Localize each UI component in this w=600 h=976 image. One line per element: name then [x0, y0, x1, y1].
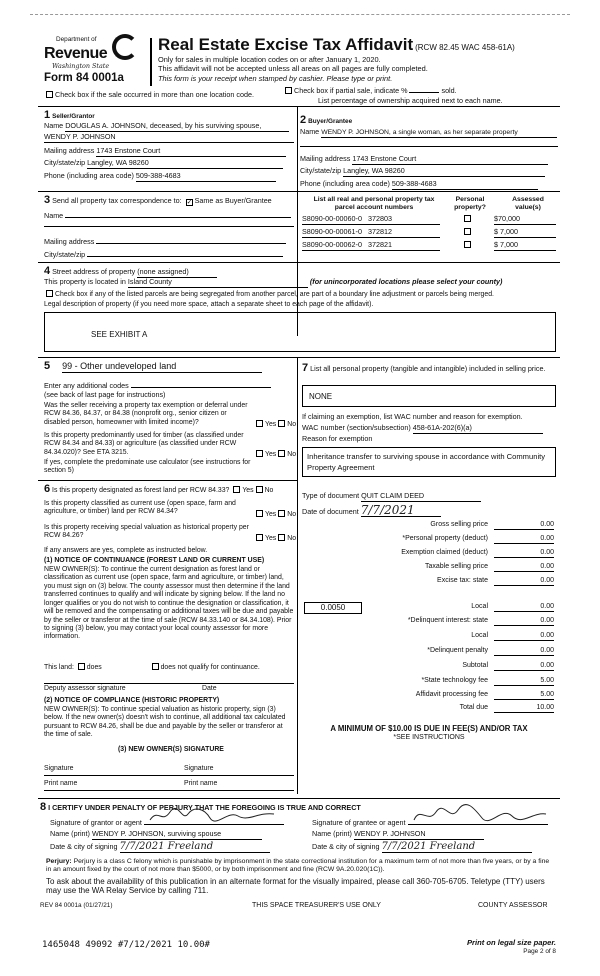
land-use-select[interactable]	[62, 361, 262, 373]
amount-label: *Delinquent interest: state	[407, 617, 488, 624]
codes-label: Enter any additional codes	[44, 381, 129, 390]
amount-value[interactable]: 0.00	[494, 662, 554, 671]
sec3-mail-label: Mailing address	[44, 237, 95, 246]
see-instructions: *SEE INSTRUCTIONS	[393, 734, 465, 741]
doc-type-value: QUIT CLAIM DEED	[361, 491, 425, 500]
multi-location-checkbox[interactable]	[46, 91, 53, 98]
buyer-phone-value: 509-388-4683	[391, 179, 437, 188]
q2-yesno	[254, 450, 296, 459]
sec3-mail-field[interactable]	[96, 236, 286, 244]
legal-desc-field[interactable]	[44, 312, 556, 352]
assessed-value: $ 7,000	[494, 227, 518, 236]
seller-city-label: City/state/zip	[44, 158, 86, 167]
grantee-date-value: 7/7/2021 Freeland	[381, 841, 476, 852]
grantee-name-row	[312, 830, 562, 840]
current-use-yes-checkbox[interactable]	[256, 510, 263, 517]
sec3-city-field[interactable]	[87, 249, 283, 257]
amount-row	[302, 563, 554, 574]
amount-row	[302, 662, 554, 673]
assessed-field[interactable]	[494, 241, 556, 251]
amount-value[interactable]: 5.00	[494, 677, 554, 686]
assessed-header: Assessed value(s)	[512, 196, 544, 212]
does-label: does	[86, 664, 102, 671]
sec3-text: Send all property tax correspondence to:	[52, 196, 182, 205]
certify-row: 8 I CERTIFY UNDER PENALTY OF PERJURY THAT THE FOREGOING IS TRUE AND CORRECT	[40, 801, 361, 813]
historic-no-checkbox[interactable]	[278, 534, 285, 541]
local-tax-row	[302, 603, 554, 614]
forest-yes-checkbox[interactable]	[233, 486, 240, 493]
new-owner-sig-heading: (3) NEW OWNER(S) SIGNATURE	[118, 746, 224, 753]
buyer-mail-label: Mailing address	[300, 154, 351, 163]
amount-row	[302, 691, 554, 702]
amount-value[interactable]: 5.00	[494, 691, 554, 700]
buyer-city-field[interactable]	[343, 167, 545, 177]
seller-phone-label: Phone (including area code)	[44, 171, 134, 180]
personal-property-field[interactable]	[302, 385, 556, 407]
parcel-acct: 372803	[367, 214, 392, 223]
parcel-num: S8090-00-00061-0	[302, 227, 362, 236]
does-checkbox[interactable]	[78, 663, 85, 670]
codes-field[interactable]	[131, 381, 271, 388]
multi-location-row	[44, 91, 254, 100]
partial-sale-row	[283, 87, 457, 96]
no-label: No	[287, 451, 297, 458]
buyer-mail-value: 1743 Enstone Court	[352, 154, 417, 163]
q1-yes-checkbox[interactable]	[256, 420, 263, 427]
note-2: This affidavit will not be accepted unless all areas on all pages are fully completed.	[158, 64, 428, 74]
cashier-stamp: 1465048 49092 #7/12/2021 10.00#	[42, 940, 210, 950]
wac-value: 458-61A-202(6)(a)	[412, 423, 472, 432]
partial-sale-label: Check box if partial sale, indicate %	[294, 86, 408, 95]
buyer-section: 2 Buyer/Grantee	[300, 114, 353, 126]
yes-label: Yes	[265, 535, 277, 542]
grantee-name-label: Name (print)	[312, 829, 352, 838]
sig-label-2: Signature	[184, 765, 214, 772]
does-not-label: does not qualify for continuance.	[160, 664, 260, 671]
legal-desc-value: SEE EXHIBIT A	[91, 330, 148, 339]
wac-field[interactable]	[413, 424, 543, 434]
amount-value[interactable]: 0.00	[494, 521, 554, 530]
doc-type-row	[302, 492, 556, 502]
calculator-note: If yes, complete the predominate use calculator (see instructions for section 5)	[44, 459, 251, 475]
amount-value[interactable]: 0.00	[494, 535, 554, 544]
sec3-city-row	[44, 249, 294, 260]
sec3-city-label: City/state/zip	[44, 250, 86, 259]
amount-value[interactable]: 10.00	[494, 704, 554, 713]
sec7-text: 7 List all personal property (tangible and intangible) included in selling price.	[302, 362, 546, 374]
note-3: This form is your receipt when stamped by cashier. Please type or print.	[158, 73, 393, 83]
amount-value[interactable]: 0.00	[494, 563, 554, 572]
amount-row	[302, 677, 554, 688]
sig-label-1: Signature	[44, 765, 74, 772]
grantee-signature-field[interactable]	[408, 816, 548, 825]
sec6-q1-row: 6 Is this property designated as forest land per RCW 84.33? Yes No	[44, 483, 274, 495]
buyer-name-row	[300, 128, 558, 138]
sold-label: sold.	[441, 86, 457, 95]
seller-phone-field[interactable]	[136, 172, 276, 182]
buyer-phone-field[interactable]	[392, 180, 538, 190]
alt-format-notice: To ask about the availability of this publication in an alternate format for the visually impaired, please call 360-705-6705. Teletype (TTY) users may use the WA Relay Service by calling 711.	[46, 877, 545, 896]
current-use-no-checkbox[interactable]	[278, 510, 285, 517]
amount-row	[302, 521, 554, 532]
amount-value[interactable]: 0.00	[494, 632, 554, 641]
perjury-label: Perjury:	[46, 858, 72, 865]
personal-checkbox[interactable]	[464, 228, 471, 235]
scan-artifact	[30, 14, 570, 15]
historic-yes-checkbox[interactable]	[256, 534, 263, 541]
sec4-street-row: 4 Street address of property (none assigned)	[44, 265, 544, 278]
grantor-date-row	[50, 842, 300, 853]
sec3-name-field[interactable]	[65, 210, 291, 218]
does-not-checkbox[interactable]	[152, 663, 159, 670]
seller-name-line2: WENDY P. JOHNSON	[44, 132, 116, 141]
deputy-date-label: Date	[202, 685, 217, 692]
local-tax-value[interactable]: 0.00	[494, 603, 554, 612]
q1-yesno	[254, 420, 296, 429]
page-number: Page 2 of 8	[523, 948, 556, 955]
multi-location-label: Check box if the sale occurred in more than one location code.	[55, 90, 254, 99]
same-as-buyer-checkbox[interactable]	[186, 199, 193, 206]
grantee-sig-row	[312, 816, 562, 828]
buyer-city-row	[300, 167, 558, 177]
buyer-phone-row	[300, 180, 558, 190]
grantee-date-label: Date & city of signing	[312, 842, 380, 851]
q2-no-checkbox[interactable]	[278, 450, 285, 457]
current-use-question: Is this property classified as current use (open space, farm and agriculture, or timber) land per RCW 84.34?	[44, 500, 236, 516]
doc-date-field[interactable]	[361, 504, 441, 517]
print-label-2: Print name	[184, 780, 218, 787]
wac-label: WAC number (section/subsection)	[302, 423, 411, 432]
amount-label: Subtotal	[462, 662, 488, 669]
exemption-question: Was the seller receiving a property tax exemption or deferral under RCW 84.36, 84.37, or 84.38 (nonprofit org., senior citizen or disabled person, homeowner with limited income)?	[44, 402, 248, 426]
grantor-sig-row	[50, 816, 300, 828]
partial-pct-field[interactable]	[409, 92, 439, 93]
parcel-number-field[interactable]	[302, 241, 440, 251]
revision-code: REV 84 0001a (01/27/21)	[40, 902, 113, 909]
forest-no-checkbox[interactable]	[256, 486, 263, 493]
codes-note: (see back of last page for instructions)	[44, 390, 166, 399]
title: Real Estate Excise Tax Affidavit	[158, 35, 414, 54]
seller-phone-value: 509-388-4683	[135, 171, 181, 180]
amount-label: Local	[471, 632, 488, 639]
q6c-yesno	[254, 534, 296, 543]
seller-name-label: Name	[44, 121, 64, 130]
timber-question: Is this property predominantly used for timber (as classified under RCW 84.34 and 84.33) or agriculture (as classified under RCW 84.34.020)? See ETA 3215.	[44, 432, 244, 456]
buyer-name-value: WENDY P. JOHNSON, a single woman, as her separate property	[321, 129, 518, 136]
wac-row	[302, 424, 556, 434]
grantor-date-field[interactable]	[120, 842, 270, 853]
grantee-date-row	[312, 842, 562, 853]
amount-label: Affidavit processing fee	[415, 691, 488, 698]
no-label: No	[287, 511, 297, 518]
rcw-ref: (RCW 82.45 WAC 458-61A)	[415, 43, 515, 52]
street-value: (none assigned)	[137, 267, 189, 276]
doc-date-label: Date of document	[302, 507, 359, 516]
grantor-name-field[interactable]	[92, 830, 262, 840]
yes-label: Yes	[265, 451, 277, 458]
seller-heading: Seller/Grantor	[52, 113, 95, 120]
dor-logo	[44, 36, 144, 71]
perjury-text: Perjury is a class C felony which is punishable by imprisonment in the state correctional institution for a maximum term of not more than five years, or by a fine in an amount fixed by the court of not more than $5000, or by both imprisonment and fine (RCW 9A.20.020(1C)).	[46, 858, 550, 874]
seller-city-field[interactable]	[87, 159, 283, 169]
sec3-row: 3 Send all property tax correspondence to: ✓ Same as Buyer/Grantee	[44, 194, 296, 207]
parcel-list	[302, 215, 558, 254]
grantee-date-field[interactable]	[382, 842, 532, 853]
amount-value[interactable]: 0.00	[494, 617, 554, 626]
grantee-name-value: WENDY P. JOHNSON	[353, 829, 426, 838]
personal-header: Personal property?	[454, 196, 486, 212]
seller-city-row	[44, 159, 294, 169]
amount-label: *Personal property (deduct)	[402, 535, 488, 542]
amount-label: Total due	[459, 704, 488, 711]
assessed-field[interactable]	[494, 228, 556, 238]
grantee-name-field[interactable]	[354, 830, 484, 840]
segregated-row	[44, 290, 560, 299]
percentage-note: List percentage of ownership acquired next to each name.	[318, 96, 503, 105]
form-number: Form 84 0001a	[44, 72, 124, 84]
form-title	[158, 35, 558, 55]
grantor-date-value: 7/7/2021 Freeland	[119, 841, 214, 852]
perjury-notice	[46, 858, 556, 875]
treasurer-use: THIS SPACE TREASURER'S USE ONLY	[252, 902, 381, 909]
county-note: (for unincorporated locations please select your county)	[309, 277, 503, 286]
amount-label: Taxable selling price	[424, 563, 488, 570]
personal-checkbox[interactable]	[464, 241, 471, 248]
seller-mail-row	[44, 147, 294, 157]
assessed-value: $ 7,000	[494, 240, 518, 249]
parcel-acct: 372812	[367, 227, 392, 236]
amount-row	[302, 647, 554, 658]
buyer-phone-label: Phone (including area code)	[300, 179, 390, 188]
dor-swirl-icon	[112, 34, 138, 60]
seller-section: 1 Seller/Grantor	[44, 109, 95, 121]
note-1: Only for sales in multiple location codes on or after January 1, 2020.	[158, 55, 381, 64]
legal-paper-note: Print on legal size paper.	[466, 938, 556, 947]
segregated-label: Check box if any of the listed parcels are being segregated from another parcel, are part of a boundary line adjustment or parcels being merged.	[55, 291, 494, 298]
seller-mail-label: Mailing address	[44, 146, 95, 155]
grantor-name-label: Name (print)	[50, 829, 90, 838]
sec3-name-row	[44, 210, 294, 221]
reason-field[interactable]	[302, 447, 556, 477]
this-land-label: This land:	[44, 664, 74, 671]
grantor-signature-scribble	[148, 806, 278, 826]
doc-date-value: 7/7/2021	[360, 503, 415, 517]
street-label: Street address of property	[52, 267, 136, 276]
seller-name-row	[44, 122, 294, 132]
amount-value[interactable]: 0.00	[494, 577, 554, 586]
parcel-num: S8090-00-00060-0	[302, 214, 362, 223]
assessed-field[interactable]	[494, 215, 556, 225]
amount-row	[302, 632, 554, 643]
exemption-instruction: If claiming an exemption, list WAC number and reason for exemption.	[302, 412, 523, 421]
grantor-date-label: Date & city of signing	[50, 842, 118, 851]
seller-city-value: Langley, WA 98260	[87, 158, 149, 167]
buyer-heading: Buyer/Grantee	[308, 118, 353, 125]
amount-label: *Delinquent penalty	[427, 647, 488, 654]
revenue-wordmark: Revenue	[44, 44, 108, 62]
amount-value[interactable]: 0.00	[494, 549, 554, 558]
sec6-instruction: If any answers are yes, complete as instructed below.	[44, 547, 208, 554]
assessed-value: $70,000	[494, 214, 520, 223]
grantor-name-value: WENDY P. JOHNSON, surviving spouse	[91, 829, 222, 838]
reason-value: Inheritance transfer to surviving spouse in accordance with Community Property Agreement	[307, 452, 546, 472]
certify-text: I CERTIFY UNDER PENALTY OF PERJURY THAT THE FOREGOING IS TRUE AND CORRECT	[48, 803, 361, 812]
amount-row	[302, 535, 554, 546]
parcel-number-field[interactable]	[302, 228, 440, 238]
partial-sale-checkbox[interactable]	[285, 87, 292, 94]
sec3-name-label: Name	[44, 211, 64, 220]
buyer-city-label: City/state/zip	[300, 166, 342, 175]
county-assessor: COUNTY ASSESSOR	[478, 902, 548, 909]
grantee-signature-scribble	[412, 804, 548, 826]
parcel-header: List all real and personal property tax parcel account numbers	[313, 196, 435, 212]
land-use-value: 99 - Other undeveloped land	[62, 361, 177, 371]
doc-type-label: Type of document	[302, 491, 360, 500]
amount-label: Gross selling price	[430, 521, 488, 528]
amount-label: Excise tax: state	[437, 577, 488, 584]
parcel-number-field[interactable]	[302, 215, 440, 225]
yes-label: Yes	[265, 511, 277, 518]
parcel-row	[302, 241, 558, 254]
buyer-name-field[interactable]	[321, 129, 557, 138]
seller-name-field[interactable]	[65, 122, 289, 132]
sec4-county-row	[44, 278, 554, 288]
yes-label: Yes	[265, 421, 277, 428]
county-select[interactable]	[128, 278, 308, 288]
amount-label: *State technology fee	[421, 677, 488, 684]
located-label: This property is located in	[44, 277, 126, 286]
q1-no-checkbox[interactable]	[278, 420, 285, 427]
notice-compliance-text: NEW OWNER(S): To continue special valuation as historic property, sign (3) below. If the new owner(s) doesn't wish to continue, all additional tax calculated pursuant to RCW 84.26, shall be due and payable by the seller or transferor at the time of sale.	[44, 706, 286, 739]
amount-label: Exemption claimed (deduct)	[401, 549, 488, 556]
grantor-signature-field[interactable]	[144, 816, 284, 825]
segregated-checkbox[interactable]	[46, 290, 53, 297]
no-label: No	[287, 535, 297, 542]
doc-type-field[interactable]	[361, 492, 481, 502]
buyer-city-value: Langley, WA 98260	[343, 166, 405, 175]
seller-phone-row	[44, 172, 294, 182]
personal-checkbox[interactable]	[464, 215, 471, 222]
parcel-acct: 372821	[367, 240, 392, 249]
seller-name-line1: DOUGLAS A. JOHNSON, deceased, by his surviving spouse,	[65, 121, 262, 130]
amount-row	[302, 577, 554, 588]
state-name: Washington State	[52, 61, 110, 70]
yes-label: Yes	[242, 487, 254, 494]
no-label: No	[287, 421, 297, 428]
buyer-mail-field[interactable]	[352, 155, 548, 165]
local-tax-label: Local	[471, 603, 488, 610]
print-label-1: Print name	[44, 780, 78, 787]
buyer-name-label: Name	[300, 127, 320, 136]
personal-property-text: List all personal property (tangible and intangible) included in selling price.	[310, 364, 546, 373]
header-notes	[158, 55, 428, 83]
grantor-name-row	[50, 830, 300, 840]
q2-yes-checkbox[interactable]	[256, 450, 263, 457]
legal-desc-label: Legal description of property (if you need more space, attach a separate sheet to each page of the affidavit).	[44, 301, 374, 308]
sec5-landuse-row: 5 99 - Other undeveloped land	[44, 360, 294, 373]
notice-continuance-heading: (1) NOTICE OF CONTINUANCE (FOREST LAND OR CURRENT USE)	[44, 557, 265, 564]
sec3-mail-row	[44, 236, 294, 247]
seller-name-field-2[interactable]	[44, 133, 294, 143]
this-land-row	[44, 663, 294, 672]
amount-row	[302, 549, 554, 560]
amount-row	[302, 704, 554, 715]
seller-mail-value: 1743 Enstone Court	[96, 146, 161, 155]
doc-date-row	[302, 504, 556, 517]
minimum-due: A MINIMUM OF $10.00 IS DUE IN FEE(S) AND/OR TAX	[330, 724, 528, 733]
amount-value[interactable]: 0.00	[494, 647, 554, 656]
county-value: Island County	[127, 277, 172, 286]
reason-label: Reason for exemption	[302, 434, 373, 443]
parcel-num: S8090-00-00062-0	[302, 240, 362, 249]
dept-of: Department of	[56, 36, 97, 43]
amount-row	[302, 617, 554, 628]
local-rate-value: 0.0050	[320, 603, 346, 612]
buyer-mail-row	[300, 155, 558, 165]
grantee-sig-label: Signature of grantee or agent	[312, 818, 406, 827]
seller-mail-field[interactable]	[96, 147, 286, 157]
notice-continuance-text: NEW OWNER(S): To continue the current designation as forest land or classification as current use (open space, farm and agriculture, or timber) land, you must sign on (3) below. The county assessor must then determine if the land transferred continues to qualify and will indicate by signing below. If the land no longer qualifies or you do not wish to continue the designation or classification, it will be removed and the compensating or additional taxes will be due and payable by the seller or transferor at the time of sale (RCW 84.33.140 or 84.34.108). Prior to signing (3) below, you may contact your local county assessor for more information.	[44, 566, 294, 641]
q6b-yesno	[254, 510, 296, 519]
deputy-sig-label: Deputy assessor signature	[44, 685, 126, 692]
notice-compliance-heading: (2) NOTICE OF COMPLIANCE (HISTORIC PROPERTY)	[44, 697, 220, 704]
no-label: No	[264, 487, 274, 494]
historic-question: Is this property receiving special valuation as historical property per RCW 84.26?	[44, 524, 249, 540]
personal-property-value: NONE	[309, 392, 333, 401]
forest-question: Is this property designated as forest land per RCW 84.33?	[52, 487, 230, 494]
same-as-buyer-label: Same as Buyer/Grantee	[194, 196, 272, 205]
grantor-sig-label: Signature of grantor or agent	[50, 818, 142, 827]
